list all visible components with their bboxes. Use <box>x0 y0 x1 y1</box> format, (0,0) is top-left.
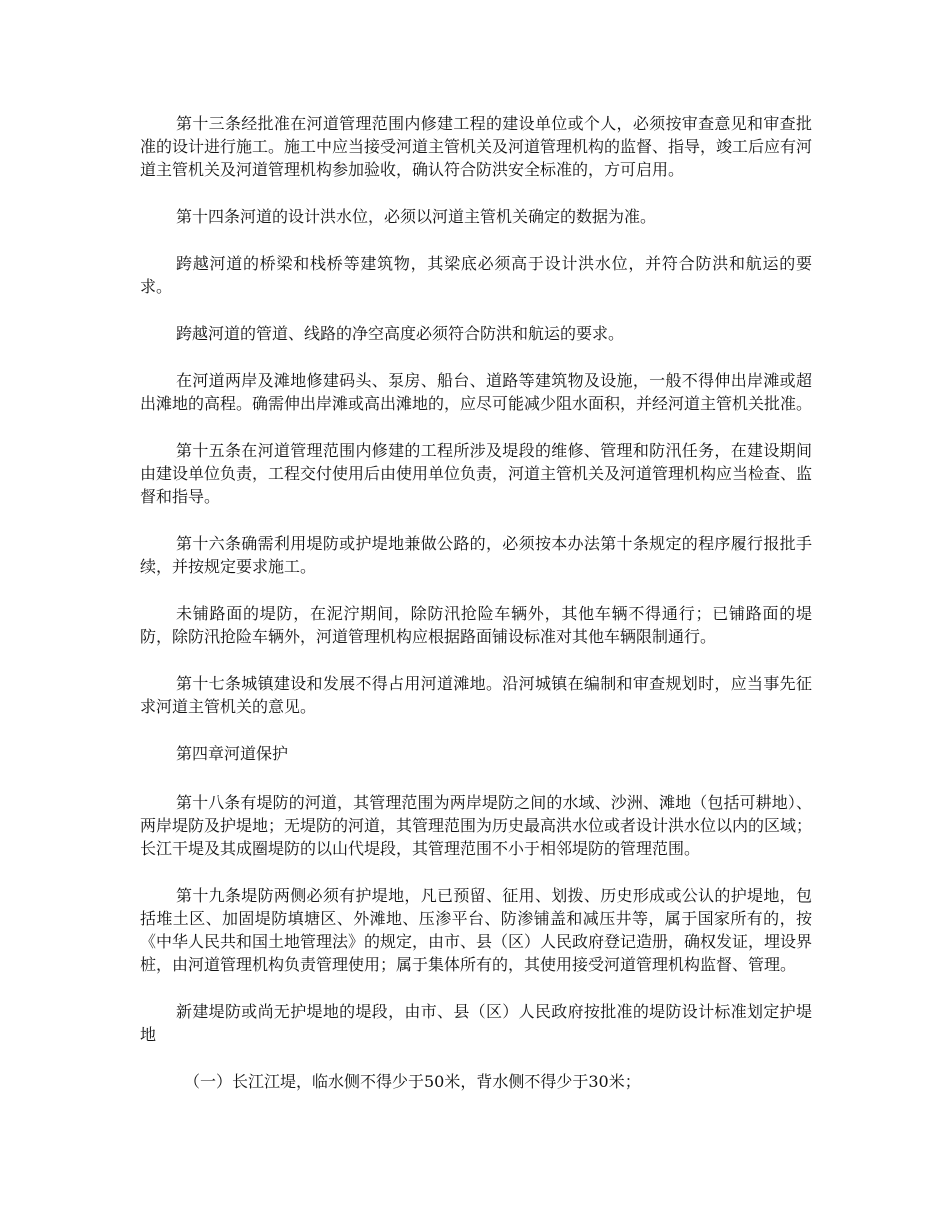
paragraph-pipeline-clearance: 跨越河道的管道、线路的净空高度必须符合防洪和航运的要求。 <box>176 324 625 343</box>
paragraph-article-14: 第十四条河道的设计洪水位，必须以河道主管机关确定的数据为准。 <box>176 207 657 226</box>
paragraph-bank-structures: 在河道两岸及滩地修建码头、泵房、船台、道路等建筑物及设施，一般不得伸出岸滩或超出滩地的高程。确需伸出岸滩或高出滩地的，应尽可能减少阻水面积，并经河道主管机关批准。 <box>140 371 813 413</box>
paragraph-article-16: 第十六条确需利用堤防或护堤地兼做公路的，必须按本办法第十条规定的程序履行报批手续，并按规定要求施工。 <box>140 534 812 576</box>
paragraph-unpaved-levee: 未铺路面的堤防，在泥泞期间，除防汛抢险车辆外，其他车辆不得通行；已铺路面的堤防，除防汛抢险车辆外，河道管理机构应根据路面铺设标准对其他车辆限制通行。 <box>140 604 812 646</box>
paragraph-article-15: 第十五条在河道管理范围内修建的工程所涉及堤段的维修、管理和防汛任务，在建设期间由建设单位负责，工程交付使用后由使用单位负责，河道主管机关及河道管理机构应当检查、监督和指导。 <box>140 441 813 506</box>
paragraph-new-levee: 新建堤防或尚无护堤地的堤段，由市、县（区）人民政府按批准的堤防设计标准划定护堤地 <box>140 1002 812 1044</box>
list-item-yangtze-levee: （一）长江江堤，临水侧不得少于50米，背水侧不得少于30米； <box>184 1072 641 1091</box>
document-page <box>140 112 812 1117</box>
paragraph-article-18: 第十八条有堤防的河道，其管理范围为两岸堤防之间的水域、沙洲、滩地（包括可耕地）、两岸堤防及护堤地；无堤防的河道，其管理范围为历史最高洪水位或者设计洪水位以内的区域；长江干堤及其成圈堤防的以山代堤段，其管理范围不小于相邻堤防的管理范围。 <box>140 793 813 858</box>
paragraph-bridge-requirement: 跨越河道的桥梁和栈桥等建筑物，其梁底必须高于设计洪水位，并符合防洪和航运的要求。 <box>140 254 812 296</box>
paragraph-article-13: 第十三条经批准在河道管理范围内修建工程的建设单位或个人，必须按审查意见和审查批准的设计进行施工。施工中应当接受河道主管机关及河道管理机构的监督、指导，竣工后应有河道主管机关及河道管理机构参加验收，确认符合防洪安全标准的，方可启用。 <box>140 114 813 179</box>
paragraph-article-19: 第十九条堤防两侧必须有护堤地，凡已预留、征用、划拨、历史形成或公认的护堤地，包括堆土区、加固堤防填塘区、外滩地、压渗平台、防渗铺盖和减压井等，属于国家所有的，按《中华人民共和国土地管理法》的规定，由市、县（区）人民政府登记造册，确权发证，埋设界桩，由河道管理机构负责管理使用；属于集体所有的，其使用接受河道管理机构监督、管理。 <box>140 886 813 974</box>
chapter-heading-4: 第四章河道保护 <box>176 744 289 763</box>
paragraph-article-17: 第十七条城镇建设和发展不得占用河道滩地。沿河城镇在编制和审查规划时，应当事先征求河道主管机关的意见。 <box>140 674 812 716</box>
